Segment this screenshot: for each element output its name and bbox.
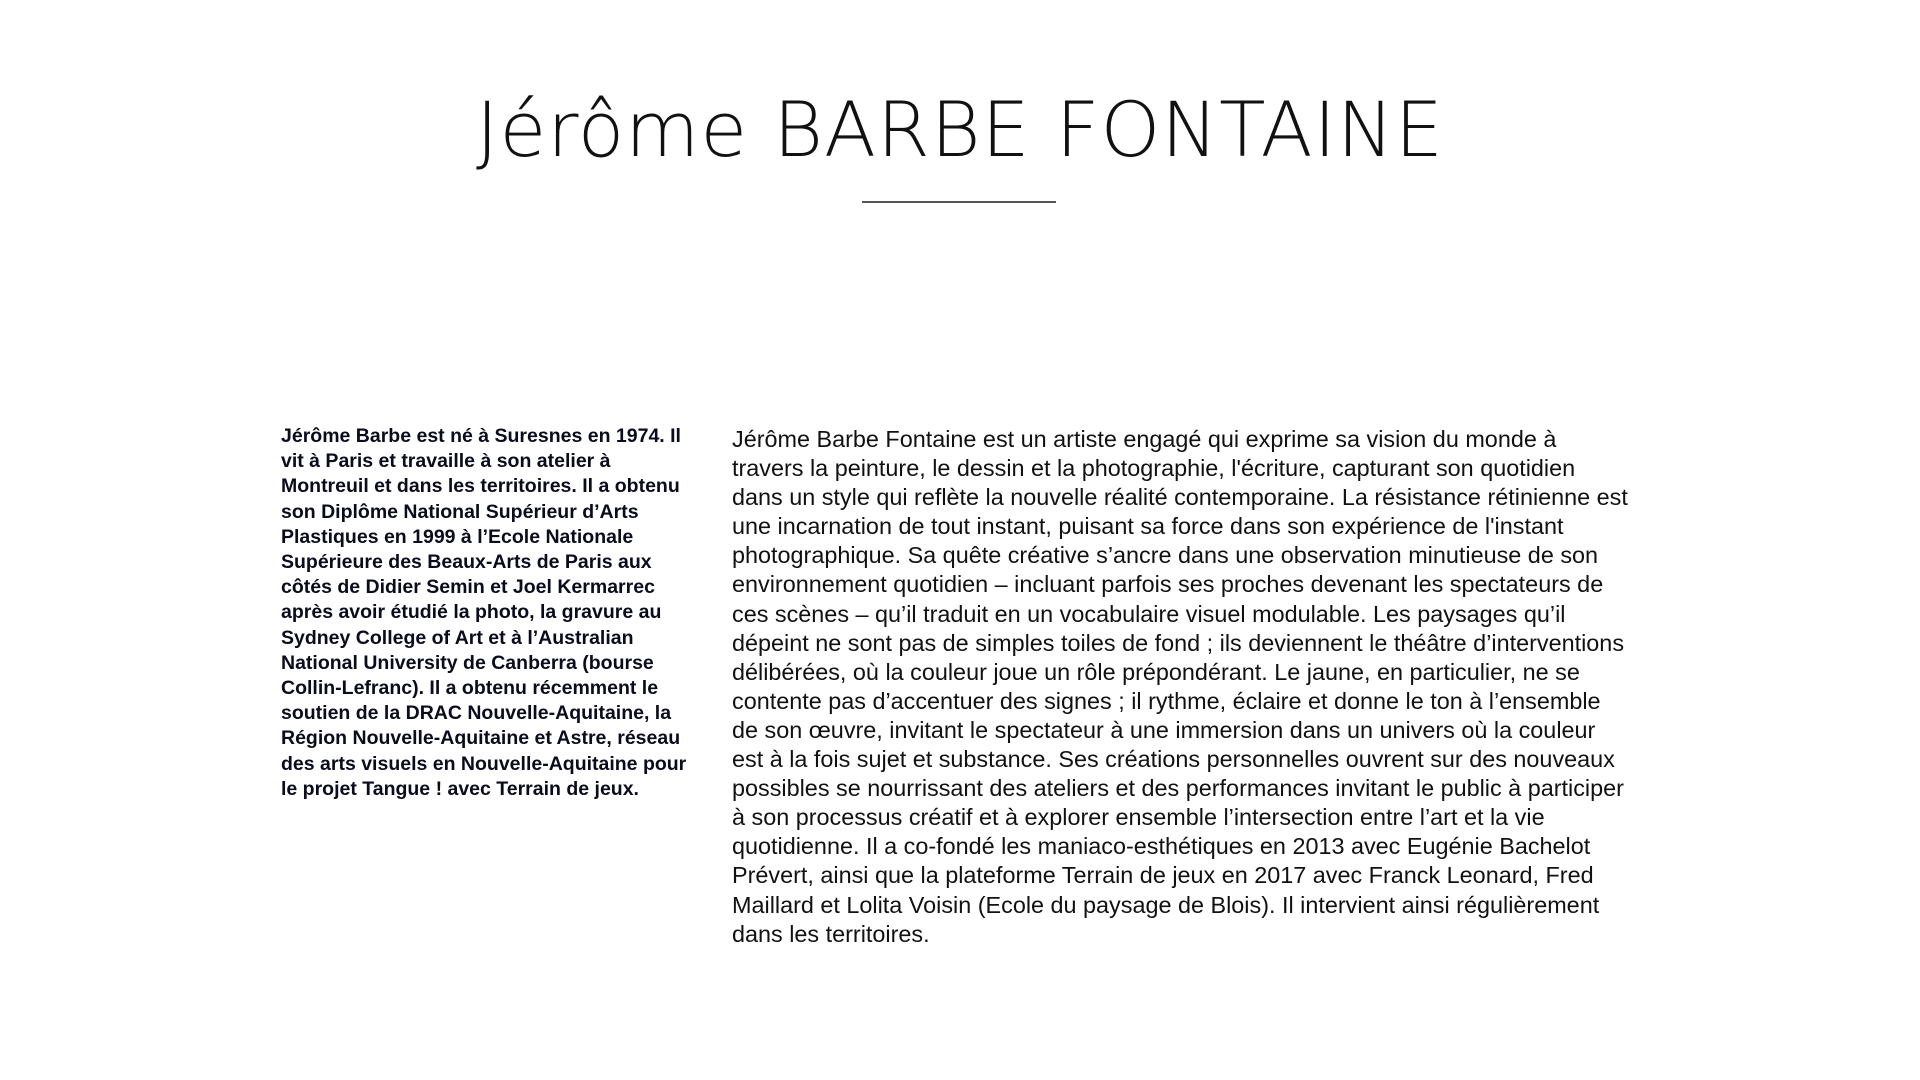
page-title: Jérôme BARBE FONTAINE <box>476 85 1444 174</box>
title-divider <box>862 201 1056 203</box>
bio-short-paragraph: Jérôme Barbe est né à Suresnes en 1974. Il vit à Paris et travaille à son atelier à Montreuil et dans les territoires. Il a obtenu son Diplôme National Supérieur d’Arts Plastiques en 1999 à l’Ecole Nationale Supérieure des Beaux-Arts de Paris aux côtés de Didier Semin et Joel Kermarrec après avoir étudié la photo, la gravure au Sydney College of Art et à l’Australian National University de Canberra (bourse Collin-Lefranc). Il a obtenu récemment le soutien de la DRAC Nouvelle-Aquitaine, la Région Nouvelle-Aquitaine et Astre, réseau des arts visuels en Nouvelle-Aquitaine pour le projet Tangue ! avec Terrain de jeux. <box>281 425 687 800</box>
bio-long-paragraph: Jérôme Barbe Fontaine est un artiste engagé qui exprime sa vision du monde à travers la peinture, le dessin et la photographie, l'écriture, capturant son quotidien dans un style qui reflète la nouvelle réalité contemporaine. La résistance rétinienne est une incarnation de tout instant, puisant sa force dans son expérience de l'instant photographique. Sa quête créative s’ancre dans une observation minutieuse de son environnement quotidien – incluant parfois ses proches devenant les spectateurs de ces scènes – qu’il traduit en un vocabulaire visuel modulable. Les paysages qu’il dépeint ne sont pas de simples toiles de fond ; ils deviennent le théâtre d’interventions délibérées, où la couleur joue un rôle prépondérant. Le jaune, en particulier, ne se contente pas d’accentuer des signes ; il rythme, éclaire et donne le ton à l’ensemble de son œuvre, invitant le spectateur à une immersion dans un univers où la couleur est à la fois sujet et substance. Ses créations personnelles ouvrent sur des nouveaux possibles se nourrissant des ateliers et des performances invitant le public à participer à son processus créatif et à explorer ensemble l’intersection entre l’art et la vie quotidienne. Il a co-fondé les maniaco-esthétiques en 2013 avec Eugénie Bachelot Prévert, ainsi que la plateforme Terrain de jeux en 2017 avec Franck Leonard, Fred Maillard et Lolita Voisin (Ecole du paysage de Blois). Il intervient ainsi régulièrement dans les territoires. <box>732 426 1628 947</box>
